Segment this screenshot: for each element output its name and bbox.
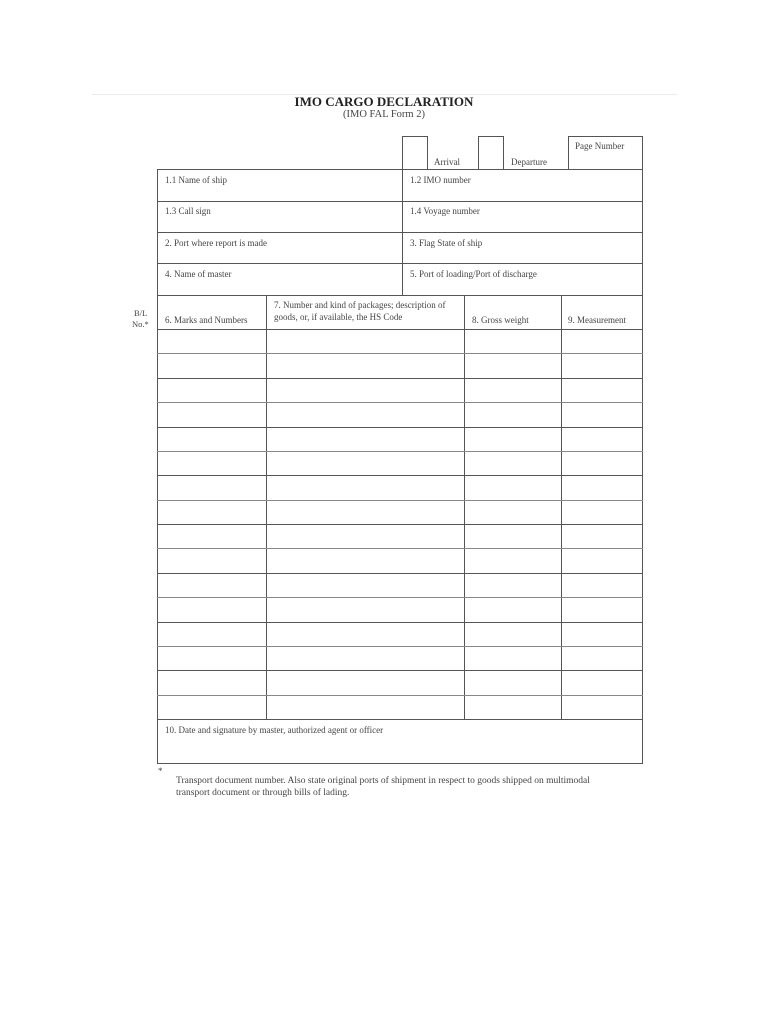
signature-field[interactable]: 10. Date and signature by master, authorized agent or officer	[165, 725, 384, 735]
footnote-text: Transport document number. Also state original ports of shipment in respect to goods shipped on multimodal transport document or through bills of lading.	[176, 776, 590, 798]
port-of-loading-field[interactable]: 5. Port of loading/Port of discharge	[410, 269, 537, 279]
page-number-label: Page Number	[575, 141, 625, 151]
table-row[interactable]	[157, 548, 643, 549]
row-divider	[157, 232, 643, 233]
table-row[interactable]	[157, 353, 643, 354]
table-row[interactable]	[157, 646, 643, 647]
arrival-label: Arrival	[434, 157, 460, 167]
row-divider	[157, 201, 643, 202]
table-row[interactable]	[157, 622, 643, 623]
form-title: IMO CARGO DECLARATION	[294, 94, 474, 109]
column-divider	[266, 295, 267, 719]
column-divider	[561, 295, 562, 719]
voyage-number-field[interactable]: 1.4 Voyage number	[410, 206, 480, 216]
arrival-checkbox[interactable]	[402, 136, 428, 170]
measurement-header: 9. Measurement	[568, 315, 626, 325]
table-row[interactable]	[157, 670, 643, 671]
gross-weight-header: 8. Gross weight	[472, 315, 529, 325]
name-of-master-field[interactable]: 4. Name of master	[165, 269, 232, 279]
table-row[interactable]	[157, 524, 643, 525]
table-row[interactable]	[157, 451, 643, 452]
imo-number-field[interactable]: 1.2 IMO number	[410, 175, 471, 185]
column-divider	[464, 295, 465, 719]
port-of-report-field[interactable]: 2. Port where report is made	[165, 238, 267, 248]
signature-divider	[157, 719, 643, 720]
bl-no-label: No.*	[132, 319, 149, 329]
field-column-divider	[402, 169, 403, 295]
table-row[interactable]	[157, 597, 643, 598]
flag-state-field[interactable]: 3. Flag State of ship	[410, 238, 483, 248]
table-row[interactable]	[157, 695, 643, 696]
bl-label: B/L	[134, 308, 148, 318]
packages-description-header: 7. Number and kind of packages; description of goods, or, if available, the HS Code	[274, 300, 446, 322]
departure-label: Departure	[511, 157, 547, 167]
row-divider	[157, 295, 643, 296]
table-header-divider	[157, 329, 643, 330]
table-row[interactable]	[157, 427, 643, 428]
name-of-ship-field[interactable]: 1.1 Name of ship	[165, 175, 227, 185]
table-row[interactable]	[157, 378, 643, 379]
departure-checkbox[interactable]	[478, 136, 504, 170]
table-row[interactable]	[157, 500, 643, 501]
marks-numbers-header: 6. Marks and Numbers	[165, 315, 248, 325]
row-divider	[157, 263, 643, 264]
footnote-marker: *	[158, 766, 163, 776]
form-subtitle: (IMO FAL Form 2)	[343, 109, 425, 120]
table-row[interactable]	[157, 475, 643, 476]
table-row[interactable]	[157, 402, 643, 403]
table-row[interactable]	[157, 573, 643, 574]
call-sign-field[interactable]: 1.3 Call sign	[165, 206, 211, 216]
